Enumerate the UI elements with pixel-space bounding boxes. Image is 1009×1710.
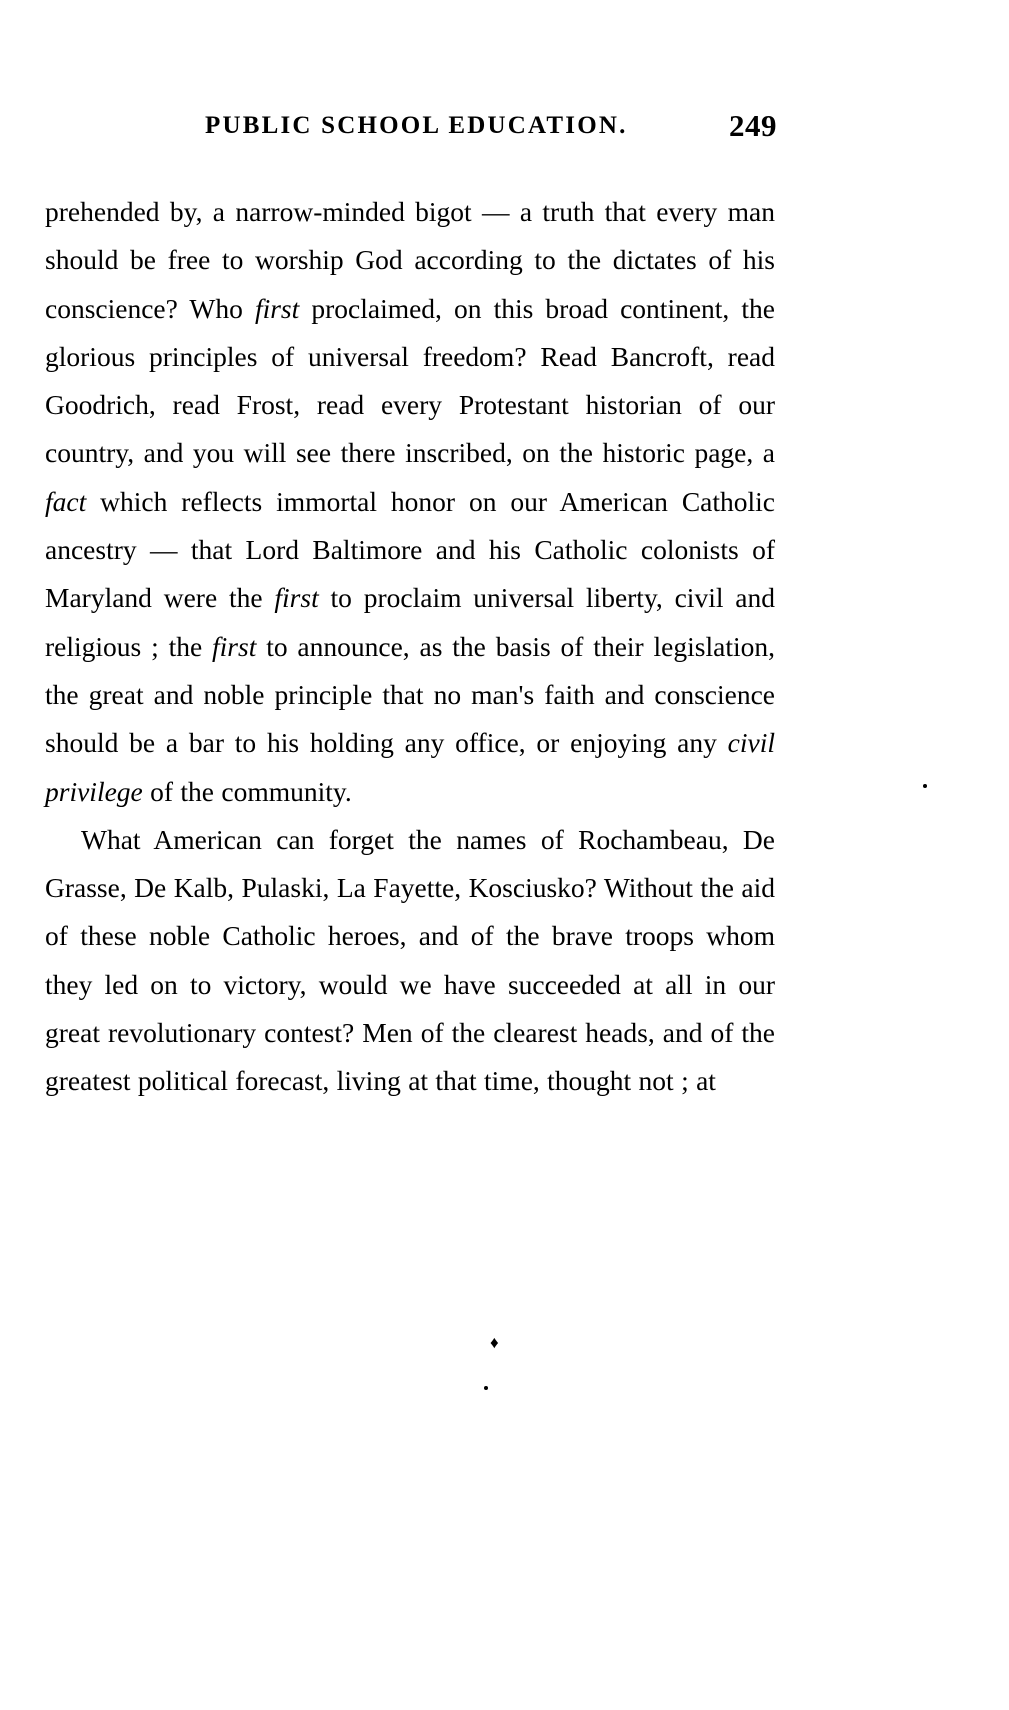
running-head-title: PUBLIC SCHOOL EDUCATION.	[205, 112, 628, 139]
center-caret-mark: ♦	[490, 1333, 499, 1352]
paragraph-1: prehended by, a narrow-minded bigot — a truth that every man should be free to worship God according to the dictates of his conscience? Who first proclaimed, on this broad continent, the glorious principles of universal freedom? Read Bancroft, read Goodrich, read Frost, read every Protestant historian of our country, and you will see there inscribed, on the historic page, a fact which reflects immortal honor on our American Catholic ancestry — that Lord Baltimore and his Catholic colonists of Maryland were the first to proclaim universal liberty, civil and religious ; the first to announce, as the basis of their legislation, the great and noble principle that no man's faith and conscience should be a bar to his holding any office, or enjoying any civil privilege of the community.	[45, 196, 776, 807]
bottom-dot-icon	[484, 1386, 488, 1390]
margin-dot-icon	[923, 784, 927, 788]
page-number: 249	[729, 108, 777, 143]
running-head	[0, 108, 1009, 152]
text-block	[45, 188, 775, 1106]
paragraph-2: What American can forget the names of Rochambeau, De Grasse, De Kalb, Pulaski, La Fayette, Kosciusko? Without the aid of these noble Catholic heroes, and of the brave troops whom they led on to victory, would we have succeeded at all in our great revolutionary contest? Men of the clearest heads, and of the greatest political forecast, living at that time, thought not ; at	[45, 823, 775, 1097]
